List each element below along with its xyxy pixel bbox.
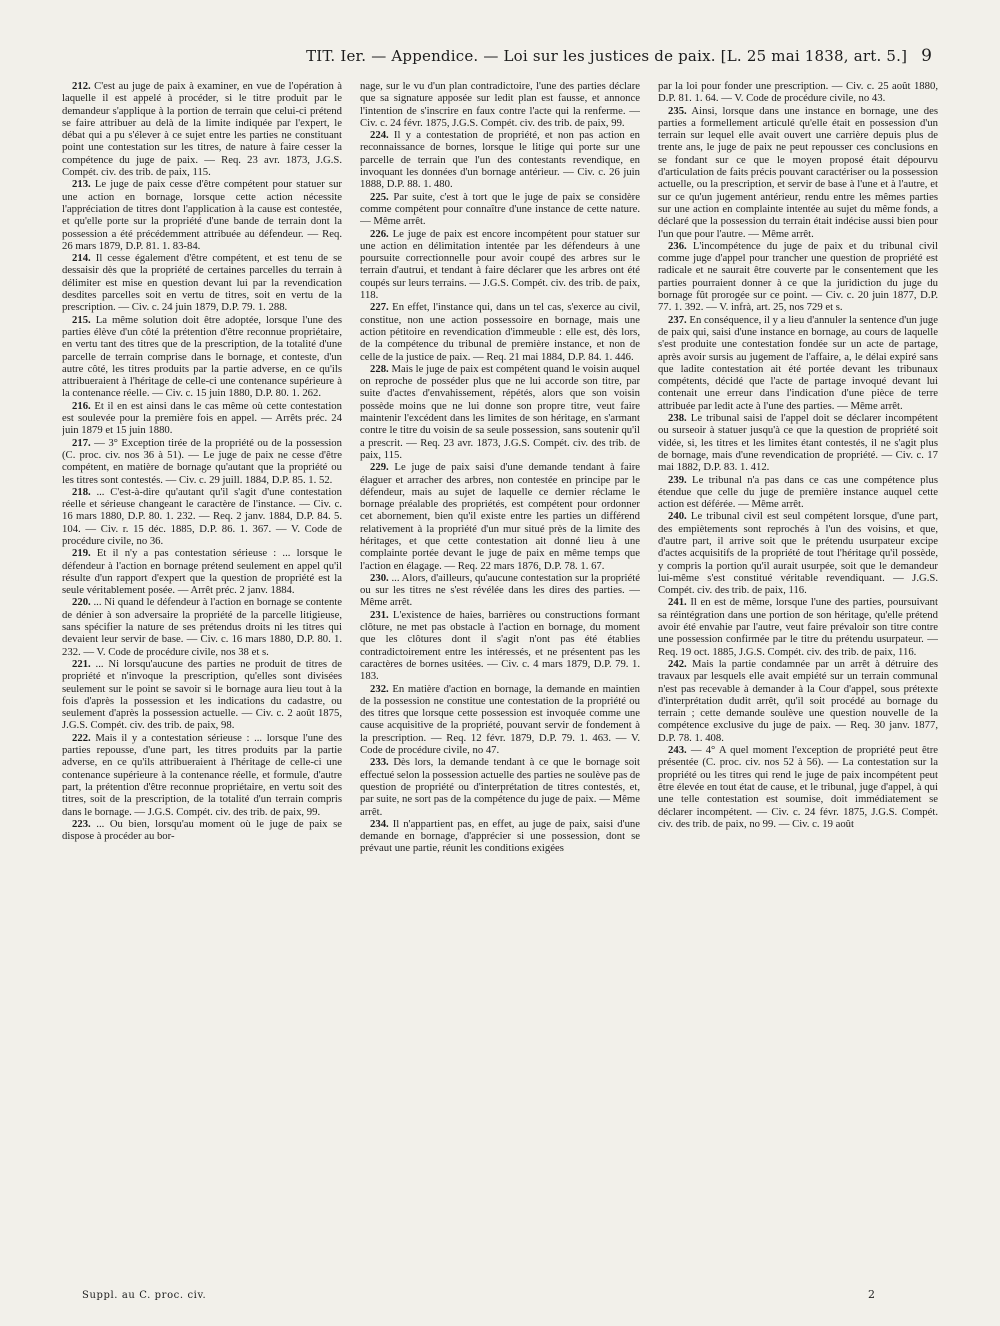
paragraph-text: ... Ni quand le défendeur à l'action en bornage se contente de dénier à son adversaire la propriété de la parcelle litigieuse, sans spécifier la nature de ses prétendus droits ni les titres qui devaient leur servir de base. — Civ. c. 16 mars 1880, D.P. 80. 1. 232. — V. Code de procédure civile, nos 38 et s.	[62, 596, 342, 658]
paragraph	[62, 596, 342, 657]
paragraph-text: En matière d'action en bornage, la demande en maintien de la possession ne constitue une contestation de la propriété ou des titres que lorsque cette possession est invoquée comme une cause acquisitive de la propriété, pouvant servir de fondement à la prescription. — Req. 12 févr. 1879, D.P. 79. 1. 463. — V. Code de procédure civile, no 47.	[360, 682, 640, 757]
paragraph-text: Par suite, c'est à tort que le juge de paix se considère comme compétent pour connaître d'une instance de cette nature. — Même arrêt.	[360, 190, 640, 228]
paragraph-text: L'incompétence du juge de paix et du tribunal civil comme juge d'appel pour trancher une question de propriété est radicale et ne saurait être couverte par le consentement que les parties pourraient donner à ce que la juridiction du juge du bornage fût prorogée sur ce point. — Civ. c. 20 juin 1877, D.P. 77. 1. 392. — V. infrà, art. 25, nos 729 et s.	[658, 239, 938, 314]
paragraph	[360, 301, 640, 362]
paragraph-text: Il en est de même, lorsque l'une des parties, poursuivant sa réintégration dans une portion de son héritage, qu'elle prétend avoir été envahie par l'autre, veut faire prévaloir son titre contre une possession confirmée par le titre du prétendu usurpateur. — Req. 19 oct. 1885, J.G.S. Compét. civ. des trib. de paix, 116.	[658, 596, 938, 658]
paragraph	[658, 596, 938, 657]
paragraph-text: Le juge de paix cesse d'être compétent pour statuer sur une action en bornage, lorsque cette action nécessite l'appréciation de titres dont l'application à la cause est contestée, et qu'elle porte sur la propriété d'une bande de terrain dont la possession a été précédemment attribuée au défendeur. — Req. 26 mars 1879, D.P. 81. 1. 83-84.	[62, 178, 342, 252]
paragraph	[360, 191, 640, 228]
paragraph	[62, 400, 342, 437]
paragraph-text: ... Ou bien, lorsqu'au moment où le juge de paix se dispose à procéder au bor-	[62, 817, 342, 843]
paragraph-number: 231.	[370, 608, 389, 621]
paragraph-number: 218.	[72, 485, 91, 498]
paragraph	[658, 240, 938, 314]
paragraph	[360, 461, 640, 572]
paragraph	[658, 658, 938, 744]
paragraph	[360, 363, 640, 461]
paragraph-number: 240.	[668, 510, 687, 523]
paragraph	[360, 818, 640, 855]
paragraph-text: Il y a contestation de propriété, et non pas action en reconnaissance de bornes, lorsque le litige qui porte sur une parcelle de terrain que l'un des contestants revendique, en invoquant les données d'un bornage antérieur. — Civ. c. 26 juin 1888, D.P. 88. 1. 480.	[360, 129, 640, 191]
paragraph-number: 227.	[370, 301, 389, 314]
paragraph-text: Le tribunal n'a pas dans ce cas une compétence plus étendue que celle du juge de première instance auquel cette action est déférée. — Même arrêt.	[658, 473, 938, 511]
paragraph	[658, 474, 938, 511]
paragraph-text: Dès lors, la demande tendant à ce que le bornage soit effectué selon la possession actuelle des parties ne soulève pas de question de propriété ou d'interprétation de titres contestés, et, par suite, ne sort pas de la compétence du juge de paix. — Même arrêt.	[360, 756, 640, 818]
paragraph	[658, 80, 938, 105]
paragraph-text: La même solution doit être adoptée, lorsque l'une des parties élève d'un côté la prétention d'être reconnue propriétaire, en vertu tant des titres que de la prescription, de la totalité d'une parcelle de terrain comprise dans le bornage, et conteste, d'un autre côté, les titres produits par la partie adverse, en ce qu'ils attribueraient à l'héritage de celle-ci une contenance supérieure à la contenance réelle. — Civ. c. 15 juin 1880, D.P. 80. 1. 262.	[62, 313, 342, 400]
paragraph-number: 212.	[72, 80, 91, 92]
paragraph	[360, 683, 640, 757]
text-columns	[62, 80, 938, 1288]
paragraph-text: Et il n'y a pas contestation sérieuse : ... lorsque le défendeur à l'action en bornage prétend seulement en appel qu'il résulte d'un rapport d'expert que la question de propriété est la seule véritablement posée. — Arrêt préc. 2 janv. 1884.	[62, 547, 342, 597]
paragraph	[62, 314, 342, 400]
paragraph	[62, 178, 342, 252]
paragraph-number: 239.	[668, 473, 687, 486]
paragraph	[658, 744, 938, 830]
paragraph	[658, 412, 938, 473]
paragraph	[360, 609, 640, 683]
paragraph-text: Le juge de paix est encore incompétent pour statuer sur une action en délimitation intentée par les défendeurs à une poursuite correctionnelle pour avoir coupé des arbres sur le terrain d'autrui, et tendant à faire déclarer que les arbres ont été coupés sur leurs terrains. — J.G.S. Compét. civ. des trib. de paix, 118.	[360, 227, 640, 302]
paragraph-text: Ainsi, lorsque dans une instance en bornage, une des parties a formellement articulé qu'elle était en possession d'un terrain sur lequel elle avait ouvert une carrière depuis plus de trente ans, le juge de paix ne peut repousser ces conclusions en se fondant sur ce que le moyen proposé était dépourvu d'articulation de faits précis pouvant caractériser ou la possession actuelle, ou la prescription, et servir de base à l'une et à l'autre, et sur ce qu'un jugement antérieur, rendu entre les mêmes parties sur une action en complainte intentée au sujet du même fonds, a déclaré que la possession du terrain était indécise aussi bien pour l'un que pour l'autre. — Même arrêt.	[658, 104, 938, 240]
paragraph-text: Il cesse également d'être compétent, et est tenu de se dessaisir dès que la propriété de certaines parcelles du terrain à délimiter est mise en question devant lui par la revendication desdites parcelles soit en vertu de titres, soit en vertu de la prescription. — Civ. c. 24 juin 1879, D.P. 79. 1. 288.	[62, 252, 342, 314]
paragraph-text: nage, sur le vu d'un plan contradictoire, l'une des parties déclare que sa signature apposée sur ledit plan est fausse, et annonce l'intention de s'inscrire en faux contre l'acte qui la renferme. — Civ. c. 24 févr. 1875, J.G.S. Compét. civ. des trib. de paix, 99.	[360, 80, 640, 129]
paragraph-number: 235.	[668, 104, 687, 117]
paragraph-number: 224.	[370, 129, 389, 142]
paragraph-number: 230.	[370, 571, 389, 584]
paragraph-number: 215.	[72, 313, 91, 326]
paragraph-text: Et il en est ainsi dans le cas même où cette contestation est soulevée pour la première fois en appel. — Arrêts préc. 24 juin 1879 et 15 juin 1880.	[62, 399, 342, 437]
paragraph-text: par la loi pour fonder une prescription. — Civ. c. 25 août 1880, D.P. 81. 1. 64. — V. Code de procédure civile, no 43.	[658, 80, 938, 105]
paragraph-number: 242.	[668, 657, 687, 670]
paragraph-text: L'existence de haies, barrières ou constructions formant clôture, ne met pas obstacle à l'action en bornage, du moment que les clôtures dont il s'agit n'ont pas été établies contradictoirement entre les intéressés, et ne présentent pas les caractères de bornes usitées. — Civ. c. 4 mars 1879, D.P. 79. 1. 183.	[360, 608, 640, 683]
paragraph-number: 219.	[72, 547, 91, 560]
column-middle	[360, 80, 640, 1288]
paragraph	[360, 129, 640, 190]
paragraph-text: C'est au juge de paix à examiner, en vue de l'opération à laquelle il est appelé à procéder, si le titre produit par le demandeur s'applique à la portion de terrain que celui-ci prétend se faire attribuer au delà de la limite indiquée par l'expert, le débat qui a pu s'élever à ce sujet entre les parties ne constituant point une contestation sur les titres, de nature à faire cesser la compétence du juge de paix. — Req. 23 avr. 1873, J.G.S. Compét. civ. des trib. de paix, 115.	[62, 80, 342, 179]
paragraph-number: 213.	[72, 178, 91, 191]
paragraph-text: ... C'est-à-dire qu'autant qu'il s'agit d'une contestation réelle et sérieuse changeant le caractère de l'instance. — Civ. c. 16 mars 1880, D.P. 80. 1. 232. — Req. 2 janv. 1884, D.P. 84. 5. 104. — Civ. r. 15 déc. 1885, D.P. 86. 1. 367. — V. Code de procédure civile, no 36.	[62, 485, 342, 547]
header-title: TIT. Ier. — Appendice. — Loi sur les justices de paix. [L. 25 mai 1838, art. 5.]	[306, 47, 908, 65]
paragraph-number: 237.	[668, 313, 687, 326]
paragraph	[62, 658, 342, 732]
paragraph	[62, 252, 342, 313]
paragraph	[62, 547, 342, 596]
paragraph	[360, 80, 640, 129]
paragraph-text: ... Alors, d'ailleurs, qu'aucune contestation sur la propriété ou sur les titres ne s'est révélée dans les dires des parties. — Même arrêt.	[360, 571, 640, 609]
paragraph-number: 243.	[668, 744, 687, 757]
paragraph-number: 232.	[370, 682, 389, 695]
paragraph-number: 217.	[72, 436, 91, 449]
paragraph	[658, 314, 938, 412]
paragraph-number: 222.	[72, 731, 91, 744]
paragraph-text: — 3° Exception tirée de la propriété ou de la possession (C. proc. civ. nos 36 à 51). — Le juge de paix ne cesse d'être compétent, en matière de bornage qu'autant que la propriété ou les titres sont contestés. — Civ. c. 29 juill. 1884, D.P. 85. 1. 52.	[62, 436, 342, 486]
paragraph-text: Le tribunal civil est seul compétent lorsque, d'une part, des empiètements sont reprochés à l'un des voisins, et que, d'autre part, il arrive soit que le prétendu usurpateur excipe d'actes acquisitifs de la propriété de tout l'héritage qu'il possède, y compris la portion qu'il aurait usurpée, soit que le demandeur lui-même s'est constitué véritable revendiquant. — J.G.S. Compét. civ. des trib. de paix, 116.	[658, 510, 938, 597]
paragraph	[62, 486, 342, 547]
page-number: 9	[921, 46, 932, 66]
paragraph-text: En conséquence, il y a lieu d'annuler la sentence d'un juge de paix qui, saisi d'une instance en bornage, au cours de laquelle s'est produite une contestation fondée sur un acte de partage, après avoir sursis au jugement de l'affaire, a, le délai expiré sans que ladite contestation ait été portée devant les tribunaux compétents, décidé que l'acte de partage invoqué devant lui contenait une erreur dans l'indication d'une pièce de terre attribuée par ledit acte à l'une des parties. — Même arrêt.	[658, 313, 938, 412]
paragraph	[658, 105, 938, 240]
paragraph-text: ... Ni lorsqu'aucune des parties ne produit de titres de propriété et n'invoque la prescription, qu'elles sont divisées seulement sur le point se savoir si le bornage aura lieu tout à la fois d'après la possession et les indications du cadastre, ou seulement d'après la possession actuelle. — Civ. c. 2 août 1875, J.G.S. Compét. civ. des trib. de paix, 98.	[62, 657, 342, 732]
paragraph	[658, 510, 938, 596]
column-left	[62, 80, 342, 1288]
paragraph-text: Mais il y a contestation sérieuse : ... lorsque l'une des parties repousse, d'une part, les titres produits par la partie adverse, en ce qu'ils attribueraient à l'héritage de celle-ci une contenance supérieure à la contenance réelle, et formule, d'autre part, la prétention d'être reconnue propriétaire, en vertu soit des titres, soit de la prescription, de la totalité d'un terrain compris dans le bornage. — J.G.S. Compét. civ. des trib. de paix, 99.	[62, 731, 342, 818]
paragraph-number: 214.	[72, 252, 91, 265]
paragraph-number: 221.	[72, 657, 91, 670]
paragraph-number: 220.	[72, 596, 91, 609]
paragraph-text: En effet, l'instance qui, dans un tel cas, s'exerce au civil, constitue, non une action possessoire en bornage, mais une action pétitoire en revendication d'immeuble : elle est, dès lors, de la compétence du tribunal de première instance, et non de celle de la justice de paix. — Req. 21 mai 1884, D.P. 84. 1. 446.	[360, 301, 640, 363]
paragraph-text: Il n'appartient pas, en effet, au juge de paix, saisi d'une demande en bornage, d'apprécier si une possession, dont se prévaut une partie, réunit les conditions exigées	[360, 817, 640, 855]
paragraph-number: 225.	[370, 190, 389, 203]
paragraph-number: 238.	[668, 412, 687, 425]
paragraph-number: 226.	[370, 227, 389, 240]
running-header	[60, 46, 932, 66]
paragraph-text: — 4° A quel moment l'exception de propriété peut être présentée (C. proc. civ. nos 52 à 56). — La contestation sur la propriété ou les titres qui rend le juge de paix incompétent peut être élevée en tout état de cause, et le tribunal, juge d'appel, à qui une telle contestation est soumise, doit immédiatement se déclarer incompétent. — Civ. c. 24 févr. 1875, J.G.S. Compét. civ. des trib. de paix, no 99. — Civ. c. 19 août	[658, 744, 938, 830]
paragraph-text: Le juge de paix saisi d'une demande tendant à faire élaguer et arracher des arbres, non contestée en principe par le défendeur, mais au sujet de laquelle ce dernier réclame le bornage préalable des propriétés, est compétent pour ordonner cet abornement, bien qu'il existe entre les parties un différend relativement à la propriété d'un mur situé près de la limite des héritages, et que cette contestation ait donné lieu à une complainte portée devant le juge de paix en même temps que l'action en élagage. — Req. 22 mars 1876, D.P. 78. 1. 67.	[360, 461, 640, 572]
paragraph	[360, 228, 640, 302]
paragraph	[62, 437, 342, 486]
paragraph	[360, 572, 640, 609]
paragraph-number: 236.	[668, 239, 687, 252]
paragraph-number: 241.	[668, 596, 687, 609]
column-right	[658, 80, 938, 1288]
footer-sheet-number: 2	[868, 1288, 875, 1301]
paragraph	[360, 756, 640, 817]
paragraph-number: 223.	[72, 817, 91, 830]
paragraph	[62, 818, 342, 843]
paragraph-number: 229.	[370, 461, 389, 474]
paragraph-text: Mais la partie condamnée par un arrêt à détruire des travaux par lesquels elle avait empiété sur un terrain communal n'est pas recevable à demander à la Cour d'appel, sous prétexte d'interprétation dudit arrêt, qu'il soit procédé au bornage du terrain ; cette demande soulève une question nouvelle de la compétence exclusive du juge de paix. — Req. 30 janv. 1877, D.P. 78. 1. 408.	[658, 657, 938, 744]
footer-signature: Suppl. au C. proc. civ.	[82, 1290, 207, 1301]
paragraph-number: 216.	[72, 399, 91, 412]
paragraph-text: Mais le juge de paix est compétent quand le voisin auquel on reproche de posséder plus que ne lui accorde son titre, par suite d'actes d'envahissement, répétés, alors que son voisin possède moins que ne lui donne son propre titre, veut faire maintenir l'excédent dans les limites de son héritage, en s'armant contre le titre du voisin de sa seule possession, sans soutenir qu'il a prescrit. — Req. 23 avr. 1873, J.G.S. Compét. civ. des trib. de paix, 115.	[360, 362, 640, 461]
paragraph-text: Le tribunal saisi de l'appel doit se déclarer incompétent ou surseoir à statuer jusqu'à ce que la question de propriété soit vidée, si, les titres et les limites étant contestés, il ne s'agit plus de bornage, mais d'une revendication de propriété. — Civ. c. 17 mai 1882, D.P. 83. 1. 412.	[658, 412, 938, 474]
paragraph	[62, 80, 342, 178]
paragraph-number: 234.	[370, 817, 389, 830]
paragraph	[62, 732, 342, 818]
paragraph-number: 228.	[370, 362, 389, 375]
paragraph-number: 233.	[370, 756, 389, 769]
